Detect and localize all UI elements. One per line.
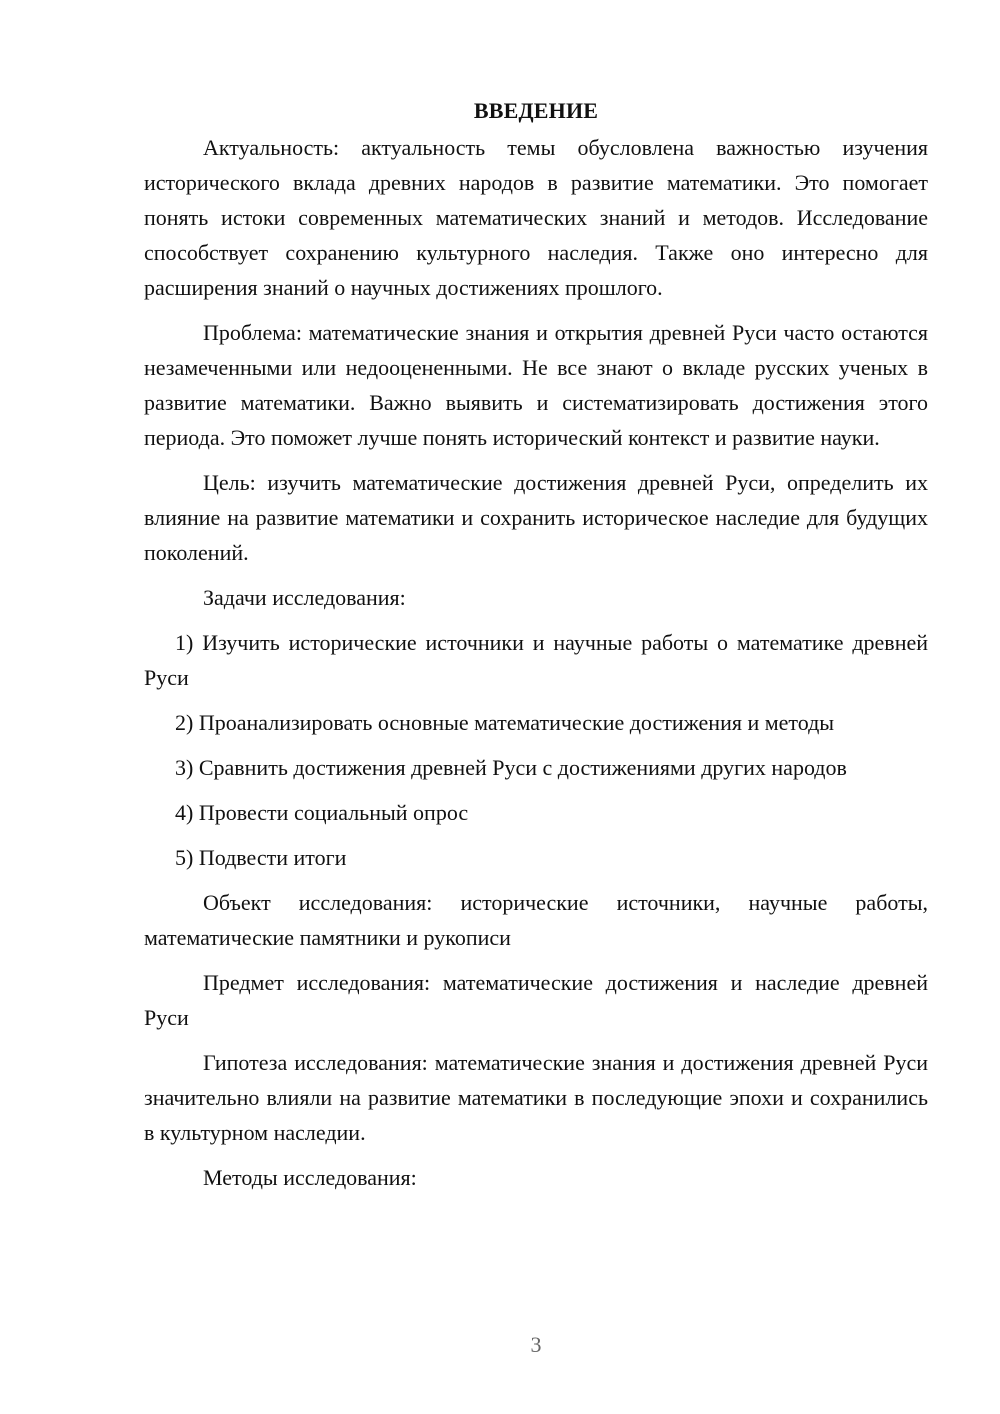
list-item: 2) Проанализировать основные математические достижения и методы (175, 710, 835, 735)
tasks-heading: Задачи исследования: (203, 585, 406, 610)
list-item: 1) Изучить исторические источники и научные работы о математике древней Руси (144, 630, 928, 690)
paragraph-problem: Проблема: математические знания и открытия древней Руси часто остаются незамеченными или недооцененными. Не все знают о вкладе русских ученых в развитие математики. Важно выявить и систематизировать достижения этого периода. Это поможет лучше понять исторический контекст и развитие науки. (144, 320, 928, 450)
list-item: 5) Подвести итоги (175, 845, 347, 870)
paragraph-goal: Цель: изучить математические достижения древней Руси, определить их влияние на развитие математики и сохранить историческое наследие для будущих поколений. (144, 470, 928, 565)
methods-heading: Методы исследования: (203, 1165, 417, 1190)
page-number: 3 (530, 1332, 542, 1357)
paragraph-subject: Предмет исследования: математические достижения и наследие древней Руси (144, 970, 928, 1030)
paragraph-object: Объект исследования: исторические источники, научные работы, математические памятники и рукописи (144, 890, 928, 950)
list-item: 3) Сравнить достижения древней Руси с достижениями других народов (175, 755, 847, 780)
section-title: ВВЕДЕНИЕ (473, 98, 599, 123)
paragraph-hypothesis: Гипотеза исследования: математические знания и достижения древней Руси значительно влияли на развитие математики в последующие эпохи и сохранились в культурном наследии. (144, 1050, 928, 1145)
list-item: 4) Провести социальный опрос (175, 800, 469, 825)
paragraph-relevance: Актуальность: актуальность темы обусловлена важностью изучения исторического вклада древних народов в развитие математики. Это помогает понять истоки современных математических знаний и методов. Исследование способствует сохранению культурного наследия. Также оно интересно для расширения знаний о научных достижениях прошлого. (144, 135, 928, 300)
document-page (144, 94, 928, 1195)
